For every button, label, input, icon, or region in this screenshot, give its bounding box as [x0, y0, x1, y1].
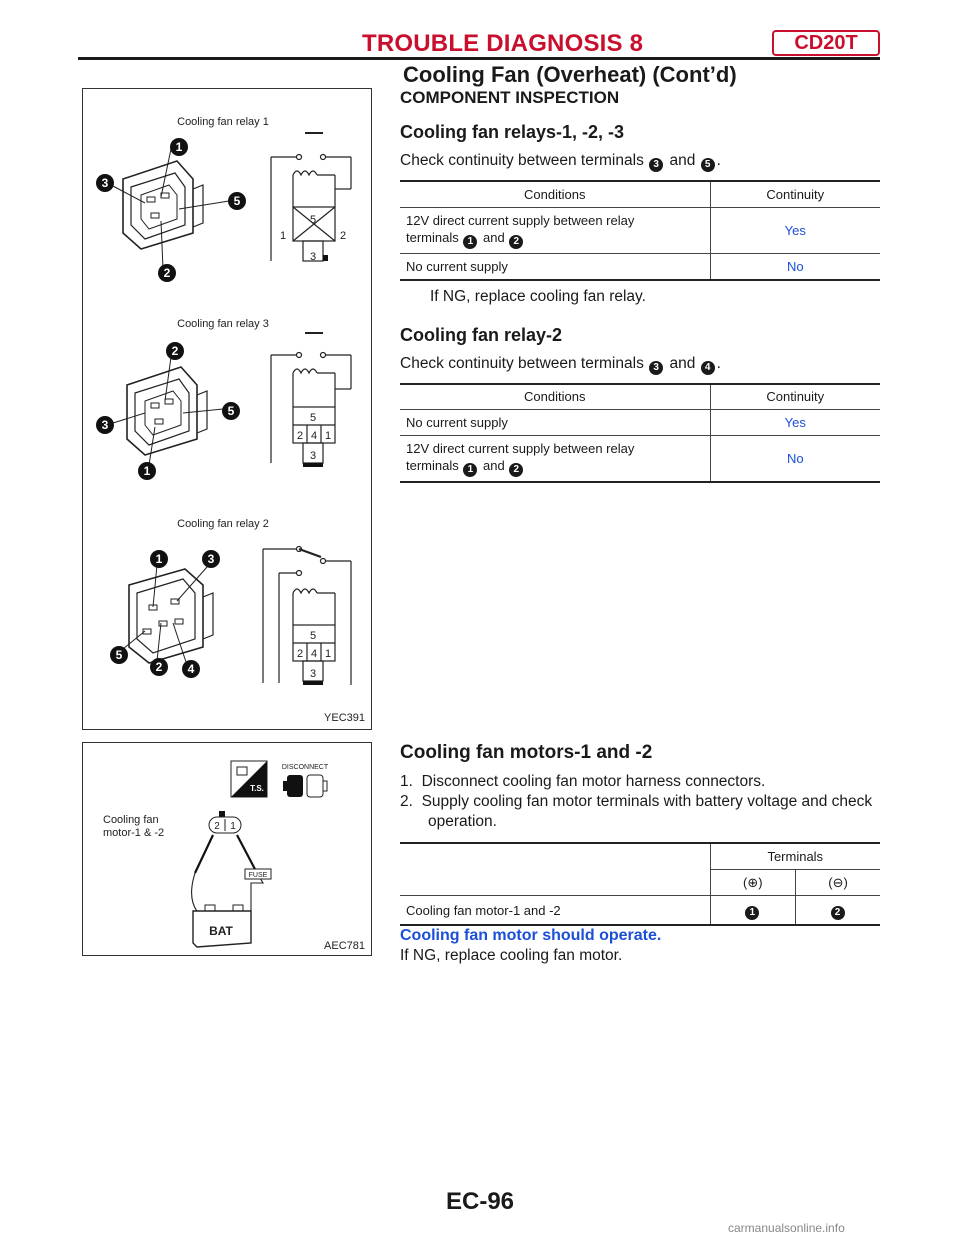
svg-text:3: 3 — [309, 668, 317, 680]
svg-text:5: 5 — [227, 404, 235, 418]
svg-text:4: 4 — [310, 430, 318, 442]
terminal-3-icon: 3 — [649, 361, 663, 375]
terminal-1-icon: 1 — [745, 906, 759, 920]
motors-heading: Cooling fan motors-1 and -2 — [400, 742, 653, 763]
svg-text:3: 3 — [309, 450, 317, 462]
terminal-2-icon: 2 — [509, 463, 523, 477]
terminal-2-icon: 2 — [831, 906, 845, 920]
pin-callout-1 — [138, 462, 156, 480]
svg-text:2: 2 — [296, 430, 304, 442]
terminal-5-icon: 5 — [701, 158, 715, 172]
terminal-1-icon: 1 — [463, 235, 477, 249]
relay2-connector — [129, 569, 213, 663]
table-row: No current supply Yes — [400, 410, 880, 436]
motors-section — [400, 742, 880, 974]
svg-text:1: 1 — [175, 140, 183, 154]
relay2-heading: Cooling fan relay-2 — [400, 324, 563, 345]
watermark: carmanualsonline.info — [728, 1221, 845, 1235]
relay2-check-text: Check continuity between terminals 3 and 4 . — [400, 354, 721, 373]
svg-text:5: 5 — [115, 648, 123, 662]
component-inspection — [400, 88, 880, 483]
svg-text:5: 5 — [309, 214, 317, 226]
list-item: 1. Disconnect cooling fan motor harness connectors. — [400, 773, 766, 790]
pin-callout-3 — [96, 174, 114, 192]
motors-steps — [400, 772, 880, 832]
table-row: 12V direct current supply between relay terminals 1 and 2 No — [400, 436, 880, 483]
motor-result: Cooling fan motor should operate. — [400, 927, 662, 944]
svg-text:2: 2 — [155, 660, 163, 674]
table-row: 12V direct current supply between relay terminals 1 and 2 Yes — [400, 207, 880, 253]
relays-ng-text: If NG, replace cooling fan relay. — [430, 287, 646, 305]
relay1-connector — [123, 161, 203, 249]
table-header: (⊖) — [796, 870, 880, 896]
svg-text:2: 2 — [339, 230, 347, 242]
continuity-result: Yes — [710, 207, 880, 253]
svg-text:2: 2 — [163, 266, 171, 280]
svg-text:3: 3 — [207, 552, 215, 566]
table-row: Cooling fan motor-1 and -2 1 2 — [400, 896, 880, 926]
pin-callout-1 — [150, 550, 168, 568]
relay2-label: Cooling fan relay 2 — [177, 518, 269, 530]
figure-code: AEC781 — [324, 940, 365, 952]
continuity-result: No — [710, 253, 880, 280]
table-header: Continuity — [710, 181, 880, 207]
table-row: No current supply No — [400, 253, 880, 280]
relay3-circuit — [271, 333, 351, 463]
svg-text:DISCONNECT: DISCONNECT — [281, 764, 329, 771]
section-header-title: TROUBLE DIAGNOSIS 8 — [362, 30, 644, 57]
svg-text:BAT: BAT — [209, 924, 233, 938]
continuity-result: No — [710, 436, 880, 483]
terminal-1-icon: 1 — [463, 463, 477, 477]
figure-code: YEC391 — [324, 712, 365, 724]
engine-code-badge: CD20T — [772, 30, 880, 56]
motor-connector — [209, 811, 241, 833]
page-number: EC-96 — [445, 1188, 515, 1215]
pin-callout-2 — [166, 342, 184, 360]
table-header: Conditions — [400, 384, 710, 410]
terminal-4-icon: 4 — [701, 361, 715, 375]
svg-text:1: 1 — [324, 430, 332, 442]
pin-callout-5 — [228, 192, 246, 210]
svg-text:2: 2 — [171, 344, 179, 358]
relay-diagrams — [83, 89, 371, 729]
relay-figure — [82, 88, 372, 730]
svg-text:4: 4 — [310, 648, 318, 660]
table-header: Terminals — [710, 843, 880, 870]
pin-callout-2 — [158, 264, 176, 282]
relays-check-text: Check continuity between terminals 3 and 5 . — [400, 152, 721, 170]
fuse-icon — [245, 869, 271, 879]
terminal-2-icon: 2 — [509, 235, 523, 249]
table-header: Conditions — [400, 181, 710, 207]
svg-text:T.S.: T.S. — [250, 784, 264, 793]
svg-text:1: 1 — [279, 230, 287, 242]
relay3-label: Cooling fan relay 3 — [177, 318, 269, 330]
test-symbol-icon — [231, 761, 267, 797]
relays-heading: Cooling fan relays-1, -2, -3 — [400, 122, 625, 142]
svg-text:3: 3 — [101, 418, 109, 432]
svg-text:5: 5 — [309, 630, 317, 642]
relays-continuity-table — [400, 180, 880, 281]
page-subtitle: Cooling Fan (Overheat) (Cont’d) — [403, 62, 737, 87]
svg-text:1: 1 — [230, 821, 236, 832]
motor-diagram — [83, 743, 371, 955]
pin-callout-5 — [110, 646, 128, 664]
motors-terminal-table — [400, 842, 880, 926]
relay2-continuity-table — [400, 383, 880, 484]
battery-icon — [193, 905, 251, 947]
list-item: 2. Supply cooling fan motor terminals with battery voltage and check operation. — [400, 793, 873, 830]
disconnect-icon — [282, 764, 329, 797]
svg-text:1: 1 — [143, 464, 151, 478]
svg-text:5: 5 — [309, 412, 317, 424]
svg-text:5: 5 — [233, 194, 241, 208]
motor-figure — [82, 742, 372, 956]
table-header: Continuity — [710, 384, 880, 410]
svg-text:1: 1 — [324, 648, 332, 660]
pin-callout-3 — [96, 416, 114, 434]
motor-label: Cooling fan — [103, 814, 159, 826]
svg-text:motor-1 & -2: motor-1 & -2 — [103, 827, 165, 839]
header-rule — [78, 57, 880, 60]
svg-text:1: 1 — [155, 552, 163, 566]
pin-callout-1 — [170, 138, 188, 156]
svg-text:FUSE: FUSE — [248, 872, 268, 879]
relay1-label: Cooling fan relay 1 — [177, 116, 269, 128]
svg-text:4: 4 — [187, 662, 195, 676]
pin-callout-4 — [182, 660, 200, 678]
svg-text:2: 2 — [296, 648, 304, 660]
svg-text:3: 3 — [309, 251, 317, 263]
section-title: COMPONENT INSPECTION — [400, 88, 620, 107]
pin-callout-5 — [222, 402, 240, 420]
terminal-3-icon: 3 — [649, 158, 663, 172]
pin-callout-3 — [202, 550, 220, 568]
table-header: (⊕) — [710, 870, 796, 896]
svg-text:2: 2 — [214, 821, 220, 832]
pin-callout-2 — [150, 658, 168, 676]
relay2-circuit — [263, 547, 351, 686]
continuity-result: Yes — [710, 410, 880, 436]
motors-ng-text: If NG, replace cooling fan motor. — [400, 947, 623, 964]
relay3-connector — [127, 367, 207, 455]
svg-text:3: 3 — [101, 176, 109, 190]
